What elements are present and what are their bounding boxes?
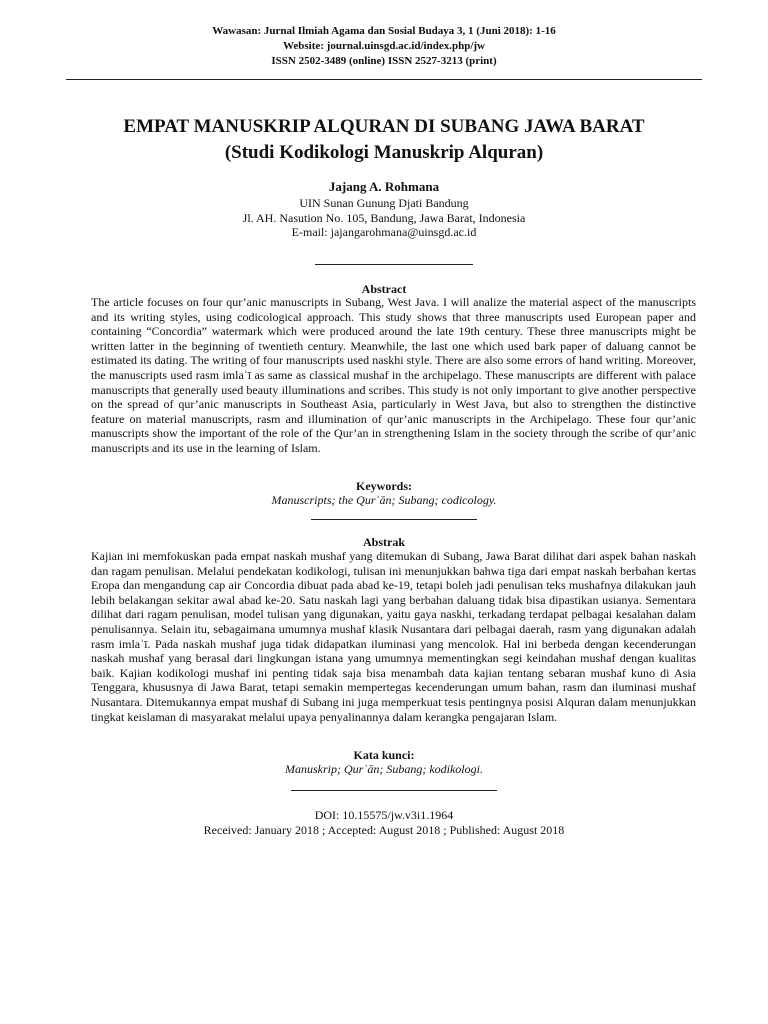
article-title <box>0 114 768 166</box>
abstrak-heading: Abstrak <box>362 535 405 549</box>
publication-dates: Received: January 2018 ; Accepted: August 2018 ; Published: August 2018 <box>203 822 565 837</box>
journal-citation: Wawasan: Jurnal Ilmiah Agama dan Sosial Budaya 3, 1 (Juni 2018): 1-16 <box>212 25 556 37</box>
separator-line <box>315 264 473 265</box>
author-name: Jajang A. Rohmana <box>328 179 440 194</box>
doi: DOI: 10.15575/jw.v3i1.1964 <box>314 808 454 822</box>
article-meta <box>0 808 768 837</box>
journal-header <box>0 24 768 69</box>
keywords-heading: Keywords: <box>356 479 412 493</box>
abstract-heading: Abstract <box>361 282 407 296</box>
author-address: Jl. AH. Nasution No. 105, Bandung, Jawa Barat, Indonesia <box>242 210 526 225</box>
separator-line <box>311 519 477 520</box>
author-institution: UIN Sunan Gunung Djati Bandung <box>299 196 469 210</box>
journal-issn: ISSN 2502-3489 (online) ISSN 2527-3213 (print) <box>271 55 497 67</box>
title-subtitle: (Studi Kodikologi Manuskrip Alquran) <box>224 142 544 163</box>
journal-website: Website: journal.uinsgd.ac.id/index.php/jw <box>282 40 486 52</box>
author-block <box>0 178 768 240</box>
separator-line <box>291 790 497 791</box>
kata-kunci-list: Manuskrip; Qurʾān; Subang; kodikologi. <box>285 762 483 776</box>
kata-kunci-heading: Kata kunci: <box>353 748 415 762</box>
header-divider <box>66 79 702 80</box>
abstract-body-id: Kajian ini memfokuskan pada empat naskah mushaf yang ditemukan di Subang, Jawa Barat dilihat dari aspek bahan naskah dan ragam penulisan. Melalui pendekatan kodikologi, tulisan ini menunjukkan bahwa tiga dari empat naskah berbahan kertas Eropa dan mengandung cap air Concordia dibuat pada abad ke-19, tetapi boleh jadi penulisan teks mushafnya dilakukan jauh lebih belakangan sekitar awal abad ke-20. Satu naskah lagi yang berbahan daluang tidak bisa dipastikan usianya. Sementara dilihat dari ragam penulisan, model tulisan yang digunakan, yaitu gaya naskhi, terkadang terdapat pelbagai kesalahan dalam penulisannya. Selain itu, sebagaimana umumnya mushaf klasik Nusantara dari pelbagai daerah, rasm yang digunakan adalah rasm imlaʾī. Pada naskah mushaf juga tidak didapatkan iluminasi yang mencolok. Hal ini berbeda dengan kecenderungan naskah mushaf yang berasal dari lingkungan istana yang umumnya mementingkan segi keindahan mushaf dengan kualitas baik. Kajian kodikologi mushaf ini penting tidak saja bisa menambah data kajian tentang sebaran mushaf kuno di Asia Tenggara, khususnya di Jawa Barat, tetapi semakin mempertegas kecenderungan umum bahan, rasm dan iluminasi mushaf Nusantara. Ditemukannya empat mushaf di Subang ini juga memperkuat tesis pentingnya posisi Alquran dalam menunjukkan tingkat keislaman di masyarakat melalui upaya penyalinannya dalam kerangka pengajaran Islam. <box>91 549 696 724</box>
author-email: E-mail: jajangarohmana@uinsgd.ac.id <box>291 225 477 239</box>
abstract-body-en: The article focuses on four qur’anic manuscripts in Subang, West Java. I will analize the material aspect of the manuscripts and its writing styles, using codicological approach. This study shows that three manuscripts used European paper and containing “Concordia” watermark which were produced around the late 19th century. These three manuscripts might be written latter in the beginning of twentieth century. Meanwhile, the last one which used bark paper of daluang cannot be estimated its dating. The writing of four manuscripts used naskhi style. There are also some errors of hand writing. Moreover, the manuscripts used rasm imlaʾī as same as classical mushaf in the archipelago. These manuscripts are different with palace manuscripts that generally used beauty illuminations and scribes. This study is not only important to give another perspective on the spread of qur’anic manuscripts in Southeast Asia, particularly in West Java, but also to strengthen the distinctive feature on material manuscripts, rasm and illumination of qur’anic manuscripts in the Archipelago. These four qur’anic manuscripts show the important of the role of the Qur’an in strengthening Islam in the society through the scribe of qur’anic manuscripts and its use in the learning of Islam. <box>91 295 696 455</box>
title-main: EMPAT MANUSKRIP ALQURAN DI SUBANG JAWA BARAT <box>123 116 645 137</box>
keywords-list: Manuscripts; the Qurʾān; Subang; codicology. <box>271 493 497 507</box>
